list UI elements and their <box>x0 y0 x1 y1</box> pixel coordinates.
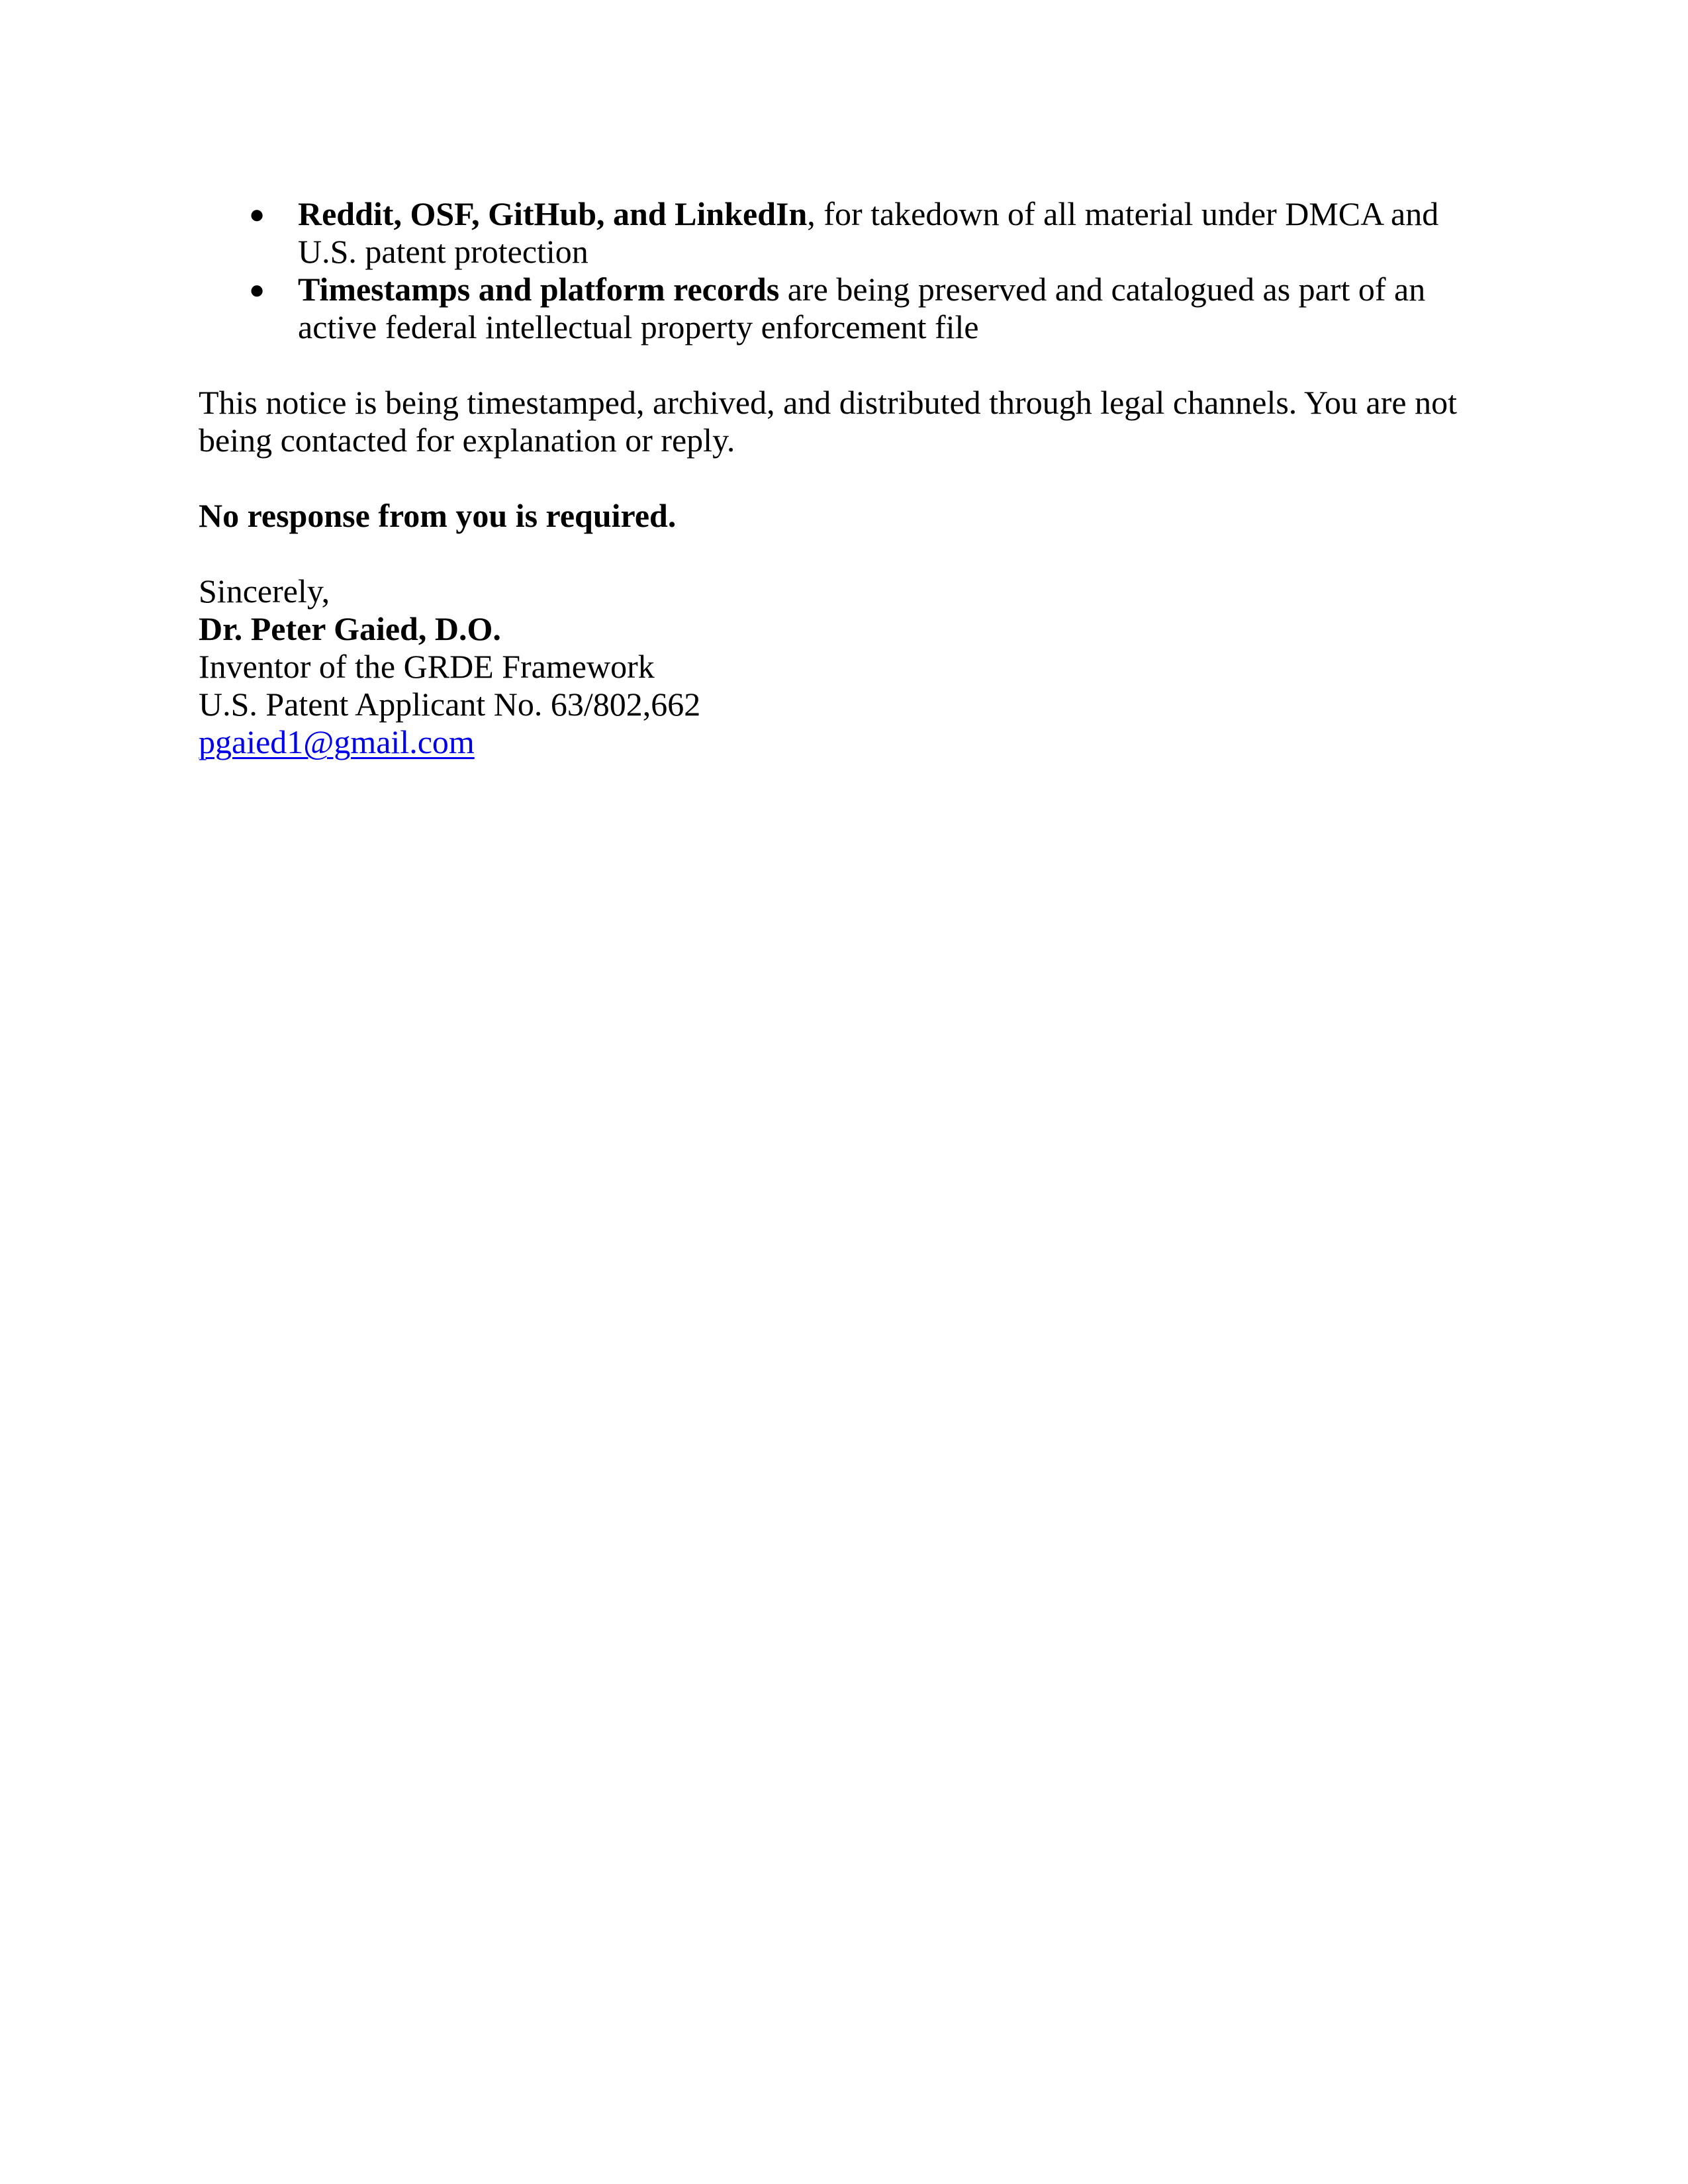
bullet-list <box>199 195 1489 346</box>
bullet-text: are being preserved and catalogued as part of an active federal intellectual property enforcement file <box>298 271 1426 345</box>
bullet-icon: ● <box>249 275 265 304</box>
notice-paragraph: This notice is being timestamped, archived, and distributed through legal channels. You are not being contacted for explanation or reply. <box>199 384 1457 459</box>
signer-name: Dr. Peter Gaied, D.O. <box>199 610 501 647</box>
patent-number: U.S. Patent Applicant No. 63/802,662 <box>199 686 701 723</box>
signature-block <box>199 572 1489 761</box>
bullet-item-timestamps <box>199 271 1489 346</box>
no-response-statement: No response from you is required. <box>199 497 677 534</box>
bullet-bold-text: Reddit, OSF, GitHub, and LinkedIn <box>298 195 808 232</box>
bullet-item-platforms <box>199 195 1489 271</box>
bullet-icon: ● <box>249 199 265 229</box>
bullet-bold-text: Timestamps and platform records <box>298 271 780 308</box>
signer-title: Inventor of the GRDE Framework <box>199 648 655 685</box>
email-link[interactable]: pgaied1@gmail.com <box>199 723 475 760</box>
closing-salutation: Sincerely, <box>199 572 330 610</box>
bullet-text: , for takedown of all material under DMCA and U.S. patent protection <box>298 195 1439 270</box>
letter-body <box>199 195 1489 761</box>
